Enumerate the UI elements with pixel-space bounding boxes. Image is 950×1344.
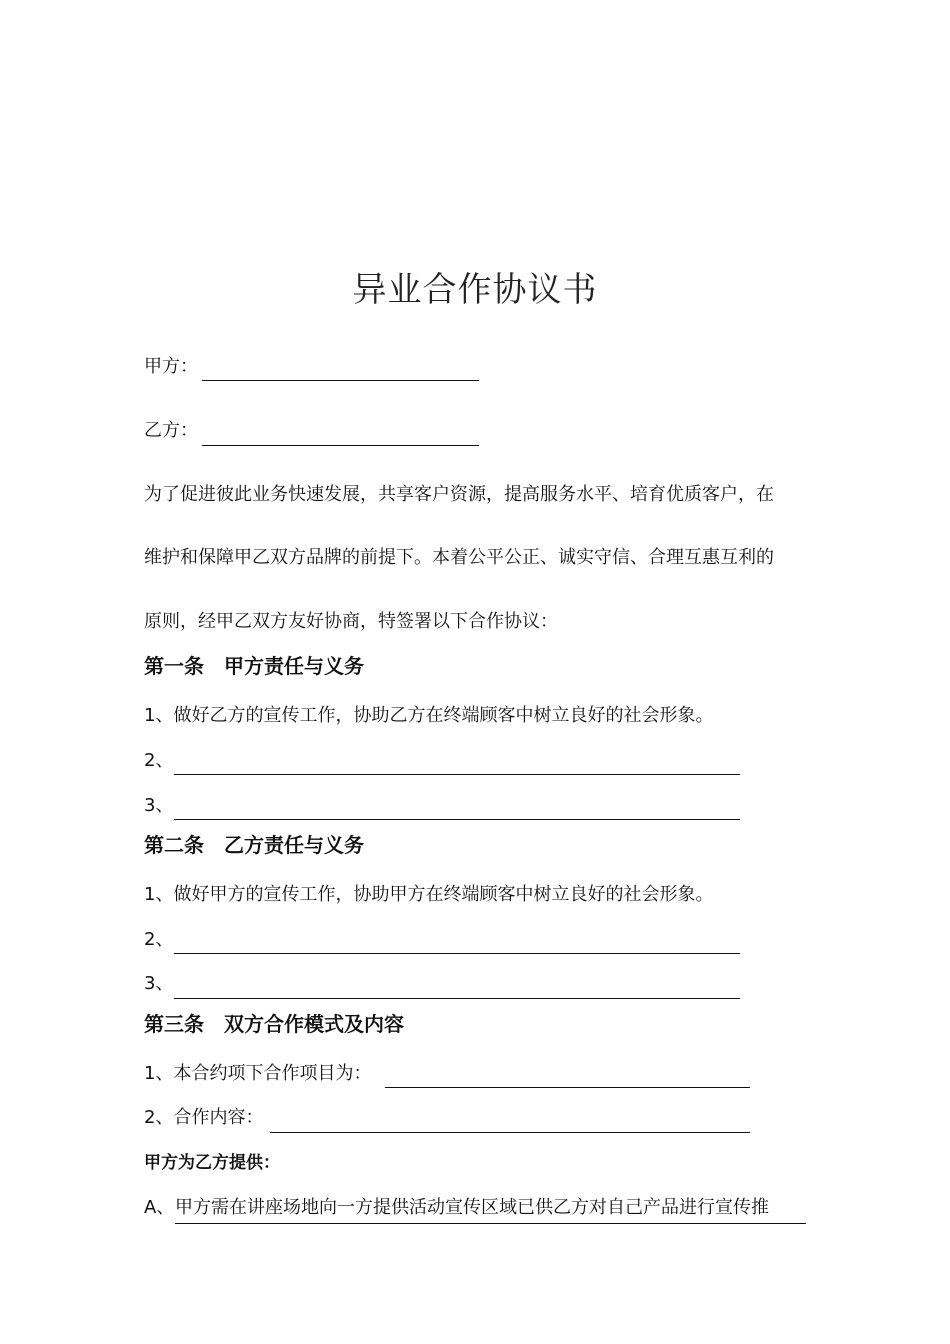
article-1-item-3-blank <box>174 819 740 820</box>
article-3-item-2-blank <box>270 1132 750 1133</box>
article-2-item-2-blank <box>174 953 740 954</box>
document-title: 异业合作协议书 <box>352 270 598 310</box>
item-a-text: 甲方需在讲座场地向一方提供活动宣传区域已供乙方对自己产品进行宣传推 <box>175 1195 806 1224</box>
article-3-item-2-label: 2、合作内容： <box>144 1107 264 1128</box>
provide-heading: 甲方为乙方提供： <box>144 1153 280 1173</box>
item-a-label: A、 <box>144 1197 175 1218</box>
article-1-item-2-label: 2、 <box>144 750 174 771</box>
party-a-blank-line <box>202 380 479 381</box>
party-a-label: 甲方： <box>144 356 198 377</box>
article-2-item-1: 1、做好甲方的宣传工作，协助甲方在终端顾客中树立良好的社会形象。 <box>144 884 714 905</box>
article-2-item-3-label: 3、 <box>144 973 174 994</box>
article-3-heading: 第三条 双方合作模式及内容 <box>144 1012 404 1036</box>
intro-line-1: 为了促进彼此业务快速发展，共享客户资源，提高服务水平、培育优质客户，在 <box>144 484 774 505</box>
article-1-heading: 第一条 甲方责任与义务 <box>144 654 364 678</box>
intro-line-3: 原则，经甲乙双方友好协商，特签署以下合作协议： <box>144 611 558 632</box>
article-2-item-3-blank <box>174 998 740 999</box>
article-2-item-2-label: 2、 <box>144 929 174 950</box>
article-1-item-3-label: 3、 <box>144 795 174 816</box>
intro-line-2: 维护和保障甲乙双方品牌的前提下。本着公平公正、诚实守信、合理互惠互利的 <box>144 547 774 568</box>
article-2-heading: 第二条 乙方责任与义务 <box>144 833 364 857</box>
article-3-item-1-blank <box>385 1087 750 1088</box>
article-3-item-1-label: 1、本合约项下合作项目为： <box>144 1063 372 1084</box>
party-b-blank-line <box>202 445 479 446</box>
article-1-item-2-blank <box>174 774 740 775</box>
party-b-label: 乙方： <box>144 420 198 441</box>
article-1-item-1: 1、做好乙方的宣传工作，协助乙方在终端顾客中树立良好的社会形象。 <box>144 705 714 726</box>
